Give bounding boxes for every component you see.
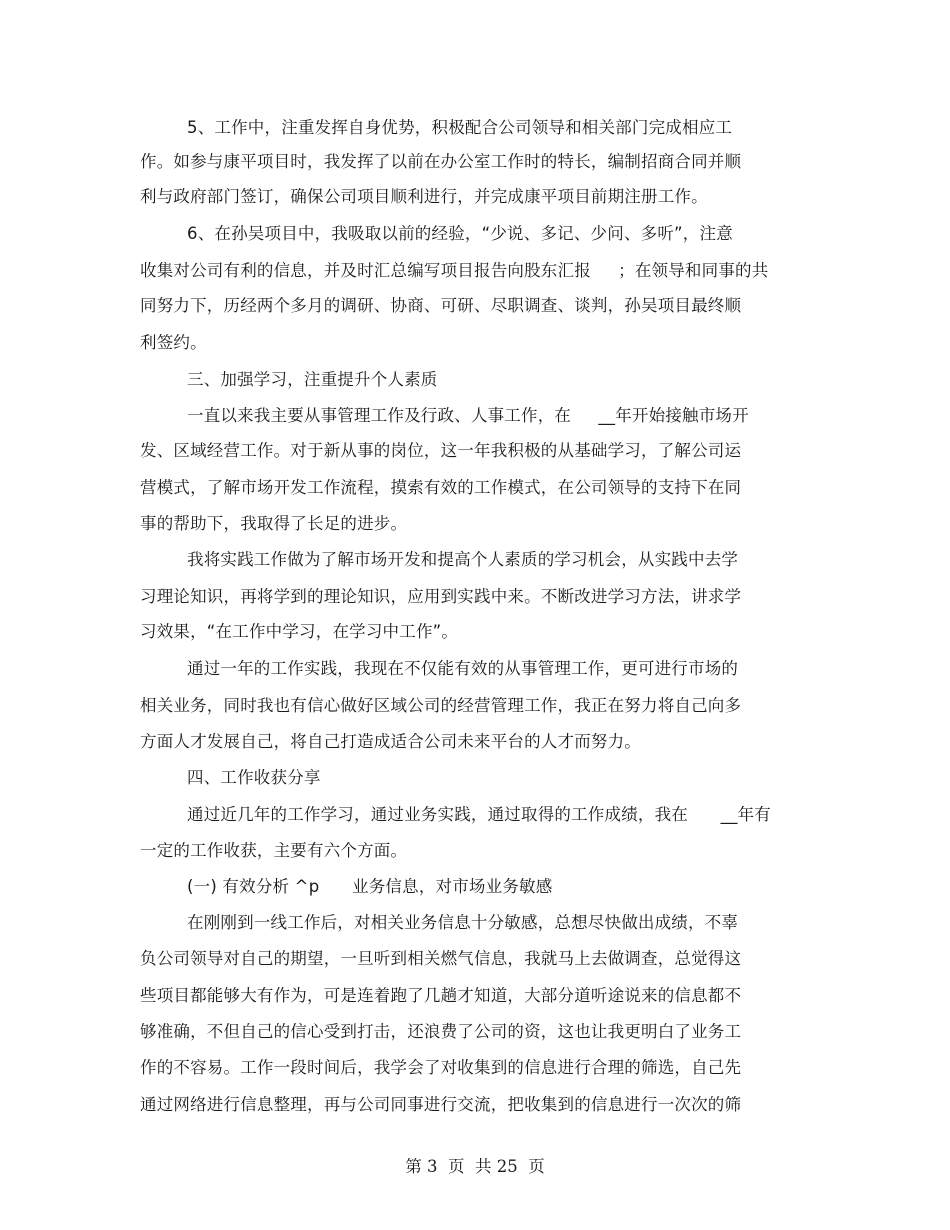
- text-line: 作的不容易。工作一段时间后，我学会了对收集到的信息进行合理的筛选，自己先: [140, 1058, 742, 1077]
- text-line: 方面人才发展自己，将自己打造成适合公司未来平台的人才而努力。: [140, 732, 641, 751]
- section-heading: 三、加强学习，注重提升个人素质: [187, 370, 438, 389]
- text-line: 发、区域经营工作。对于新从事的岗位，这一年我积极的从基础学习，了解公司运: [140, 441, 742, 460]
- text-line: 负公司领导对自己的期望，一旦听到相关燃气信息，我就马上去做调查，总觉得这: [140, 949, 742, 968]
- text-line: 作。如参与康平项目时，我发挥了以前在办公室工作时的特长，编制招商合同并顺: [140, 152, 742, 171]
- text-line: 同努力下，历经两个多月的调研、协商、可研、尽职调查、谈判，孙吴项目最终顺: [140, 296, 742, 315]
- text-line: 我将实践工作做为了解市场开发和提高个人素质的学习机会，从实践中去学: [187, 550, 739, 569]
- text-line: 5、工作中，注重发挥自身优势，积极配合公司领导和相关部门完成相应工: [187, 118, 733, 137]
- text-line: 一定的工作收获，主要有六个方面。: [140, 841, 408, 860]
- text-line: 利与政府部门签订，确保公司项目顺利进行，并完成康平项目前期注册工作。: [140, 187, 708, 206]
- text-line: 一直以来我主要从事管理工作及行政、人事工作，在 __年开始接触市场开: [187, 406, 749, 425]
- page-footer: 第 3 页 共 25 页: [405, 1157, 545, 1176]
- text-line: 在刚刚到一线工作后，对相关业务信息十分敏感，总想尽快做出成绩，不辜: [187, 913, 739, 932]
- section-heading: 四、工作收获分享: [187, 768, 321, 787]
- text-line: 营模式，了解市场开发工作流程，摸索有效的工作模式，在公司领导的支持下在同: [140, 478, 742, 497]
- text-line: 些项目都能够大有作为，可是连着跑了几趟才知道，大部分道听途说来的信息都不: [140, 986, 742, 1005]
- text-line: 利签约。: [140, 333, 207, 352]
- text-line: 通过网络进行信息整理，再与公司同事进行交流，把收集到的信息进行一次次的筛: [140, 1095, 742, 1114]
- text-line: 习理论知识，再将学到的理论知识，应用到实践中来。不断改进学习方法，讲求学: [140, 587, 742, 606]
- text-line: 相关业务，同时我也有信心做好区域公司的经营管理工作，我正在努力将自己向多: [140, 696, 742, 715]
- text-line: 习效果，“在工作中学习，在学习中工作”。: [140, 622, 459, 641]
- text-line: 通过一年的工作实践，我现在不仅能有效的从事管理工作，更可进行市场的: [187, 659, 739, 678]
- text-line: 6、在孙吴项目中，我吸取以前的经验，“少说、多记、少问、多听”，注意: [187, 224, 733, 243]
- text-line: 收集对公司有利的信息，并及时汇总编写项目报告向股东汇报 ；在领导和同事的共: [140, 261, 769, 280]
- text-line: 事的帮助下，我取得了长足的进步。: [140, 514, 408, 533]
- subsection-heading: (一) 有效分析 ^p 业务信息，对市场业务敏感: [187, 877, 553, 896]
- text-line: 够准确，不但自己的信心受到打击，还浪费了公司的资，这也让我更明白了业务工: [140, 1022, 742, 1041]
- text-line: 通过近几年的工作学习，通过业务实践，通过取得的工作成绩，我在 __年有: [187, 805, 771, 824]
